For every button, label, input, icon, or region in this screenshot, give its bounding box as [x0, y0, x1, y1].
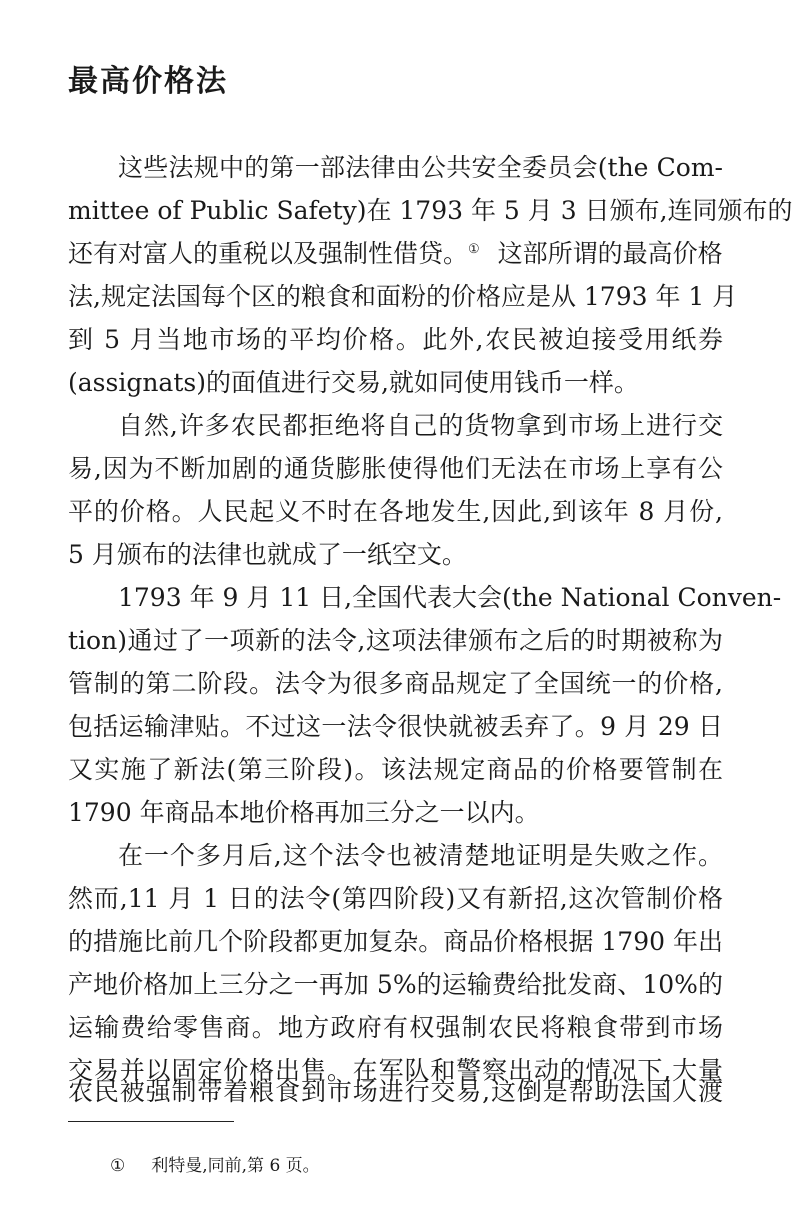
paragraph-line: 到 5 月当地市场的平均价格。此外,农民被迫接受用纸券 [68, 325, 723, 354]
paragraph-line: 包括运输津贴。不过这一法令很快就被丢弃了。9 月 29 日 [68, 712, 723, 741]
paragraph-line: 易,因为不断加剧的通货膨胀使得他们无法在市场上享有公 [68, 454, 723, 483]
footnote [110, 1151, 320, 1176]
paragraph-text: 这部所谓的最高价格 [497, 239, 723, 268]
paragraph-line: 的措施比前几个阶段都更加复杂。商品价格根据 1790 年出 [68, 927, 723, 956]
paragraph-line: 平的价格。人民起义不时在各地发生,因此,到该年 8 月份, [68, 497, 723, 526]
paragraph-line: 运输费给零售商。地方政府有权强制农民将粮食带到市场 [68, 1013, 723, 1042]
paragraph-line: 在一个多月后,这个法令也被清楚地证明是失败之作。 [118, 841, 723, 870]
paragraph-line: 管制的第二阶段。法令为很多商品规定了全国统一的价格, [68, 669, 723, 698]
paragraph-line [68, 241, 723, 266]
paragraph-line: 5 月颁布的法律也就成了一纸空文。 [68, 540, 467, 569]
paragraph-line: 这些法规中的第一部法律由公共安全委员会(the Com- [118, 153, 723, 182]
paragraph-line: 然而,11 月 1 日的法令(第四阶段)又有新招,这次管制价格 [68, 884, 723, 913]
paragraph-line: 1790 年商品本地价格再加三分之一以内。 [68, 798, 540, 827]
footnote-reference[interactable]: ① [468, 242, 480, 257]
paragraph-line: 产地价格加上三分之一再加 5%的运输费给批发商、10%的 [68, 970, 723, 999]
paragraph-line: 农民被强制带着粮食到市场进行交易,这倒是帮助法国人渡 [68, 1077, 723, 1106]
paragraph-line: tion)通过了一项新的法令,这项法律颁布之后的时期被称为 [68, 626, 723, 655]
paragraph-line: 又实施了新法(第三阶段)。该法规定商品的价格要管制在 [68, 755, 723, 784]
paragraph-line: 法,规定法国每个区的粮食和面粉的价格应是从 1793 年 1 月 [68, 282, 738, 311]
paragraph-line: 自然,许多农民都拒绝将自己的货物拿到市场上进行交 [118, 411, 723, 440]
footnote-divider [68, 1121, 234, 1122]
paragraph-line: 1793 年 9 月 11 日,全国代表大会(the National Conven- [118, 583, 782, 612]
paragraph-line: (assignats)的面值进行交易,就如同使用钱币一样。 [68, 368, 639, 397]
footnote-text: 利特曼,同前,第 6 页。 [151, 1156, 320, 1176]
page-title: 最高价格法 [68, 64, 228, 99]
paragraph-text: 还有对富人的重税以及强制性借贷。 [68, 239, 469, 268]
footnote-mark: ① [110, 1156, 126, 1176]
paragraph-line: 交易并以固定价格出售。在军队和警察出动的情况下,大量 [68, 1056, 723, 1085]
paragraph-line: mittee of Public Safety)在 1793 年 5 月 3 日颁布,连同颁布的 [68, 196, 793, 225]
